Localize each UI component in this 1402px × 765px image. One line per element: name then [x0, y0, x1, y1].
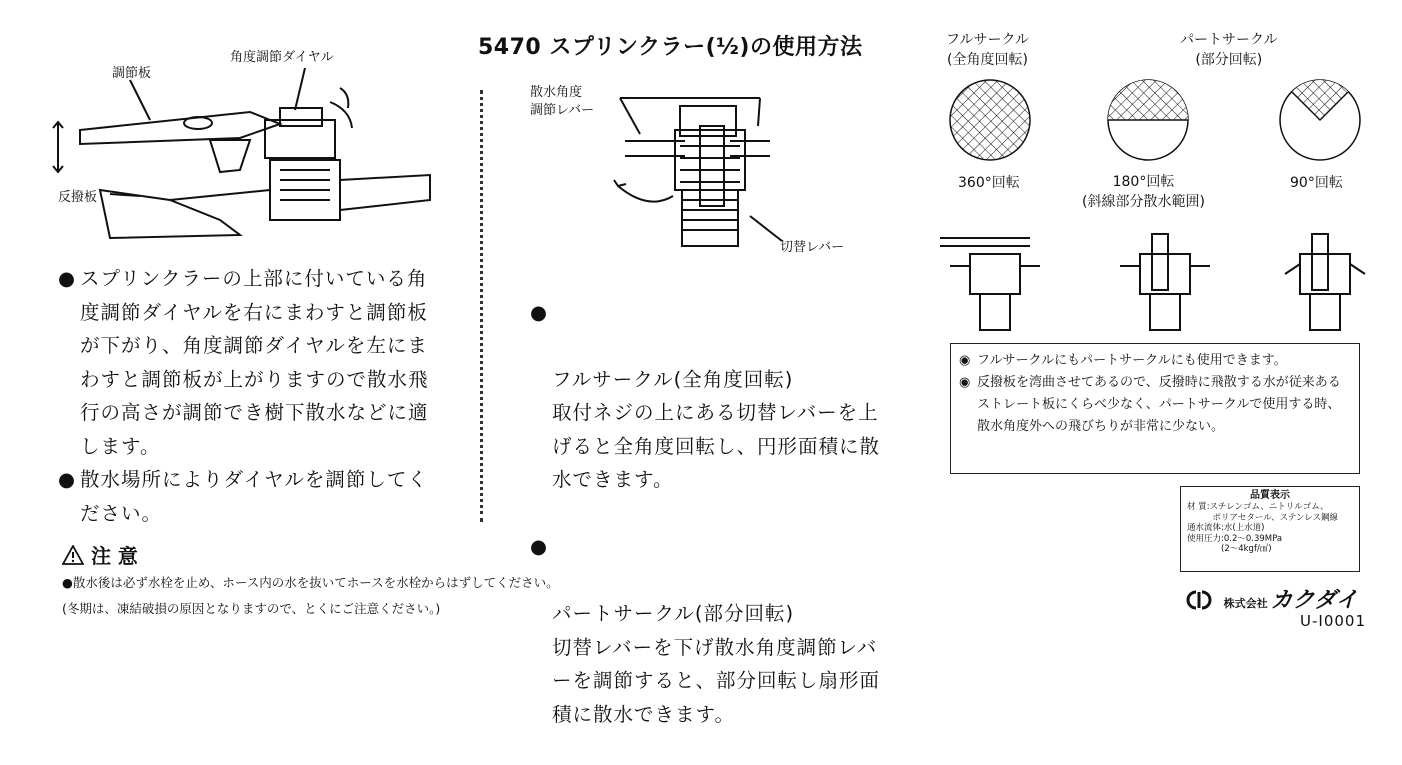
full-circle-pattern: [950, 80, 1030, 160]
caption-90: 90°回転: [1290, 175, 1343, 191]
part-circle-heading: パートサークル (部分回転): [1180, 32, 1278, 68]
bullet-icon: ●: [530, 300, 549, 324]
label-angle-dial: 角度調節ダイヤル: [230, 50, 334, 65]
sprinkler-head-diagram: [600, 86, 790, 256]
spray-pattern-diagram: [940, 70, 1370, 180]
lever-position-diagrams: [930, 214, 1370, 334]
brand-logo: [1186, 583, 1358, 614]
product-code: U-I0001: [1300, 612, 1366, 630]
warning-text: [62, 570, 559, 622]
warning-line: ●散水後は必ず水栓を止め、ホース内の水を抜いてホースを水栓からはずしてください。: [62, 575, 559, 590]
note-text: フルサークルにもパートサークルにも使用できます。: [977, 353, 1287, 368]
label-switch-lever: 切替レバー: [780, 240, 845, 255]
full-circle-heading: フルサークル (全角度回転): [946, 32, 1030, 68]
instruction-text: スプリンクラーの上部に付いている角度調節ダイヤルを右にまわすと調節板が下がり、角度調節ダイヤルを左にまわすと調節板が上がりますので散水飛行の高さが調節でき樹下散水などに適します。: [80, 267, 429, 458]
note-text: 反撥板を湾曲させてあるので、反撥時に飛散する水が従来あるストレート板にくらべ少なく、パートサークルで使用する時、散水角度外への飛びちりが非常に少ない。: [977, 375, 1341, 434]
warning-triangle-icon: [62, 545, 84, 565]
list-item: [58, 463, 443, 530]
list-item: [58, 262, 443, 463]
bullet-icon: ◉: [959, 353, 971, 368]
sprinkler-side-diagram: [40, 60, 440, 260]
warning-line: (冬期は、凍結破損の原因となりますので、とくにご注意ください。): [62, 601, 441, 616]
label-angle-lever: 散水角度 調節レバー: [530, 85, 595, 118]
page-title: 5470 スプリンクラー(½)の使用方法: [478, 35, 863, 60]
middle-instructions: [530, 262, 890, 765]
column-divider: [480, 90, 483, 522]
half-circle-pattern: [1108, 80, 1188, 120]
quality-label: [1180, 486, 1360, 572]
label-adjusting-plate: 調節板: [112, 66, 152, 81]
instruction-text: フルサークル(全角度回転) 取付ネジの上にある切替レバーを上げると全角度回転し、円形面積に散水できます。: [552, 367, 881, 491]
bullet-icon: ●: [58, 267, 77, 290]
label-deflector: 反撥板: [58, 190, 98, 205]
instruction-text: パートサークル(部分回転) 切替レバーを下げ散水角度調節レバーを調節すると、部分回転し扇形面積に散水できます。: [552, 602, 881, 726]
quality-title: 品質表示: [1250, 490, 1290, 501]
quality-pressure: 使用圧力:0.2〜0.39MPa (2〜4kgf/㎠): [1187, 533, 1283, 554]
warning-heading: [62, 540, 138, 569]
quality-fluid: 通水流体:水(上水道): [1187, 523, 1265, 533]
caption-360: 360°回転: [958, 175, 1020, 191]
brand-mark-icon: [1186, 590, 1212, 610]
warning-title: 注 意: [90, 544, 138, 568]
bullet-icon: ●: [58, 468, 77, 491]
list-item: [530, 296, 890, 497]
instruction-text: 散水場所によりダイヤルを調節してください。: [80, 468, 428, 525]
bullet-icon: ◉: [959, 375, 971, 390]
quality-material: 材 質:スチレンゴム、ニトリルゴム、 ポリアセタール、ステンレス鋼線: [1187, 502, 1339, 523]
list-item: [959, 350, 1351, 372]
left-instructions: [58, 262, 443, 530]
bullet-icon: ●: [530, 535, 549, 558]
brand-name: カクダイ: [1270, 588, 1358, 613]
caption-180: 180°回転 (斜線部分散水範囲): [1082, 174, 1205, 210]
feature-notes: [950, 343, 1360, 474]
brand-prefix: 株式会社: [1223, 597, 1268, 610]
list-item: [530, 530, 890, 731]
list-item: [959, 372, 1351, 438]
